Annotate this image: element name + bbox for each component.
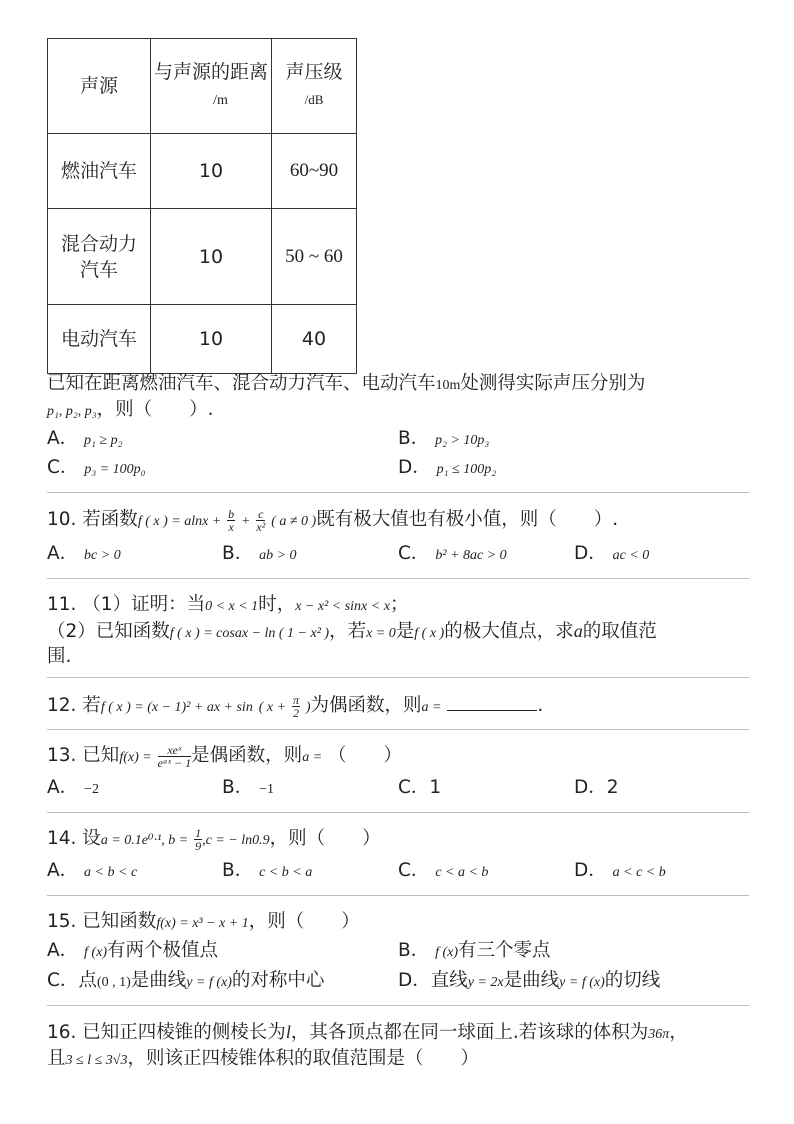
q13-math: a = — [302, 750, 323, 765]
option-label: D． — [398, 970, 431, 991]
option-label: D． — [574, 777, 607, 798]
option-label: A． — [47, 860, 79, 881]
table-row — [48, 209, 357, 305]
option-math: ab > 0 — [259, 548, 297, 563]
option-label: B． — [222, 777, 254, 798]
q14-option-a[interactable] — [47, 858, 137, 886]
q14-frac-1-over-9 — [194, 827, 202, 852]
q9-stem-math: p₁, p₂, p₃ — [47, 404, 97, 419]
option-math: p₁ ≥ p₂ — [84, 433, 123, 448]
q10-condition: ( a ≠ 0 ) — [271, 514, 317, 529]
header-source-text: 声源 — [79, 75, 118, 97]
option-math: −1 — [259, 782, 274, 797]
frac-denominator: eᵃˣ − 1 — [157, 755, 192, 770]
q13-text: （ ） — [328, 745, 403, 766]
cell-distance: 10 — [151, 209, 272, 305]
header-level-text: 声压级 — [285, 61, 343, 83]
cell-level: 40 — [272, 305, 357, 374]
q10-stem — [47, 507, 618, 535]
q11-text: 时， — [258, 594, 296, 615]
q16-math: l — [285, 1022, 291, 1042]
option-label: B． — [398, 940, 430, 961]
q12-stem — [47, 692, 543, 721]
q15-option-b[interactable] — [398, 938, 551, 966]
q16-text: ，则该正四棱锥体积的取值范围是（ ） — [127, 1048, 479, 1069]
table-header-row — [48, 39, 357, 134]
option-value: 2 — [606, 777, 619, 798]
option-math: ac < 0 — [612, 548, 650, 563]
option-math: p₃ = 100p₀ — [84, 462, 146, 477]
header-distance-text: 与声源的距离 — [153, 60, 268, 83]
q13-option-a[interactable] — [47, 775, 99, 803]
option-value: 1 — [429, 777, 442, 798]
option-math: f (x) — [435, 945, 459, 960]
option-label: B． — [398, 428, 430, 449]
table-row — [48, 305, 357, 374]
q9-stem-text-c: ，则（ ）. — [96, 399, 214, 420]
cell-source: 燃油汽车 — [48, 134, 151, 209]
q11-math: a — [573, 621, 583, 641]
q13-option-d[interactable] — [574, 775, 619, 801]
option-label: C． — [398, 777, 430, 798]
divider — [47, 1005, 749, 1006]
q12-text: 12. 若 — [47, 695, 101, 716]
option-label: D． — [398, 457, 431, 478]
option-text: 的对称中心 — [231, 970, 325, 991]
q10-option-d[interactable] — [574, 541, 649, 569]
cell-level: 50 ~ 60 — [272, 209, 357, 305]
frac-numerator: xeˣ — [158, 744, 192, 757]
frac-denominator: 2 — [292, 705, 299, 720]
q9-option-d[interactable] — [398, 455, 496, 483]
q10-option-c[interactable] — [398, 541, 507, 569]
q13-math: f(x) = — [119, 750, 152, 765]
q13-text: 13. 已知 — [47, 745, 120, 766]
q10-option-a[interactable] — [47, 541, 121, 569]
q9-stem-line2 — [47, 397, 214, 425]
option-label: A． — [47, 428, 79, 449]
q11-math: f ( x ) = cosax − ln ( 1 − x² ) — [169, 626, 330, 641]
cell-source-line2: 汽车 — [79, 258, 118, 281]
q15-option-c[interactable] — [47, 968, 324, 996]
q13-text: 是偶函数，则 — [191, 745, 303, 766]
cell-source-line1: 混合动力 — [60, 232, 137, 255]
q10-tail: 既有极大值也有极小值，则（ ）. — [316, 509, 619, 530]
option-math: b² + 8ac > 0 — [435, 548, 507, 563]
divider — [47, 492, 749, 493]
q11-text: （2）已知函数 — [47, 621, 170, 642]
q11-text: 的极大值点，求 — [444, 621, 574, 642]
q9-stem — [47, 371, 645, 399]
option-math: y = f (x) — [186, 975, 232, 990]
q9-option-b[interactable] — [398, 426, 489, 454]
option-text: 的切线 — [604, 970, 661, 991]
frac-numerator: b — [228, 506, 235, 521]
q11-text: 11. （1）证明：当 — [47, 594, 206, 615]
q14-text: 14. 设 — [47, 828, 101, 849]
q16-text: 且 — [47, 1048, 66, 1069]
q9-stem-text-b: 处测得实际声压分别为 — [460, 373, 646, 394]
q15-option-d[interactable] — [398, 968, 660, 996]
frac-numerator: π — [292, 692, 299, 707]
cell-source — [48, 209, 151, 305]
q10-math-head: f ( x ) = alnx + — [137, 514, 222, 529]
q16-text: ， — [669, 1022, 688, 1043]
q14-text: ，则（ ） — [269, 828, 381, 849]
q16-text: 16. 已知正四棱锥的侧棱长为 — [47, 1022, 286, 1043]
option-math: y = 2x — [467, 975, 504, 990]
q11-math: 0 < x < 1 — [205, 599, 259, 614]
q11-text: 围. — [47, 646, 72, 667]
option-label: C． — [47, 457, 79, 478]
q11-math: x = 0 — [366, 626, 396, 641]
header-source — [48, 39, 151, 134]
q11-line2 — [47, 618, 657, 647]
q13-frac — [158, 744, 192, 769]
divider — [47, 895, 749, 896]
q13-option-b[interactable] — [222, 775, 274, 803]
q15-math: f(x) = x³ − x + 1 — [156, 916, 249, 931]
option-text: 直线 — [430, 970, 468, 991]
option-math: p₂ > 10p₃ — [435, 433, 490, 448]
header-distance-unit: /m — [213, 92, 228, 108]
option-math: a < b < c — [84, 865, 138, 880]
option-math: a < c < b — [612, 865, 666, 880]
divider — [47, 812, 749, 813]
q14-math: a = 0.1e⁰·¹, b = — [100, 833, 189, 848]
table-row — [48, 134, 357, 209]
option-text: 有两个极值点 — [106, 940, 218, 961]
q9-stem-text-a: 已知在距离燃油汽车、混合动力汽车、电动汽车 — [47, 373, 436, 394]
option-math: bc > 0 — [84, 548, 121, 563]
option-math: p₁ ≤ 100p₂ — [436, 462, 497, 477]
option-label: A． — [47, 940, 79, 961]
option-math: (0 , 1) — [96, 975, 131, 990]
option-text: 是曲线 — [503, 970, 560, 991]
q16-text: ，其各顶点都在同一球面上.若该球的体积为 — [290, 1022, 649, 1043]
sound-source-table — [47, 38, 357, 374]
q14-math: ,c = − ln0.9 — [202, 833, 270, 848]
option-text: 有三个零点 — [458, 940, 551, 961]
q15-stem — [47, 909, 360, 937]
answer-blank[interactable] — [447, 692, 537, 711]
divider — [47, 729, 749, 730]
q11-text: 是 — [395, 621, 415, 642]
q12-math: ) — [305, 700, 311, 715]
q10-num: 10. 若函数 — [47, 509, 138, 530]
q10-frac-b-over-x — [227, 508, 235, 533]
option-label: C． — [398, 860, 430, 881]
q11-line3 — [47, 644, 71, 670]
option-label: C． — [398, 543, 430, 564]
q14-stem — [47, 826, 381, 854]
q16-line2 — [47, 1046, 479, 1074]
q16-line1 — [47, 1019, 688, 1048]
q12-text: 为偶函数，则 — [310, 695, 422, 716]
option-label: B． — [222, 543, 254, 564]
frac-denominator: x² — [256, 519, 266, 534]
q11-math: f ( x ) — [414, 626, 445, 641]
q14-option-c[interactable] — [398, 858, 488, 886]
option-math: c < a < b — [435, 865, 489, 880]
frac-numerator: 1 — [195, 825, 202, 840]
q15-option-a[interactable] — [47, 938, 218, 966]
q14-option-b[interactable] — [222, 858, 312, 886]
option-math: −2 — [84, 782, 99, 797]
q10-frac-c-over-x2 — [256, 508, 265, 533]
cell-distance: 10 — [151, 305, 272, 374]
q11-math: x − x² < sinx < x — [295, 599, 390, 614]
option-label: A． — [47, 777, 79, 798]
q12-text: . — [537, 695, 544, 716]
divider — [47, 677, 749, 678]
cell-level: 60~90 — [272, 134, 357, 209]
header-level-unit: /dB — [304, 92, 324, 107]
q15-text: 15. 已知函数 — [47, 911, 157, 932]
option-label: A． — [47, 543, 79, 564]
q11-text: 的取值范 — [582, 621, 657, 642]
option-math: y = f (x) — [559, 975, 605, 990]
q13-stem — [47, 743, 402, 771]
option-math: f (x) — [84, 945, 107, 960]
option-label: D． — [574, 543, 607, 564]
header-distance — [151, 39, 272, 134]
option-label: C． — [47, 970, 79, 991]
q12-math: ( x + — [258, 700, 287, 715]
option-label: D． — [574, 860, 607, 881]
q15-text: ，则（ ） — [248, 911, 360, 932]
header-level — [272, 39, 357, 134]
cell-source: 电动汽车 — [48, 305, 151, 374]
q14-option-d[interactable] — [574, 858, 666, 886]
q11-line1 — [47, 592, 408, 620]
q13-option-c[interactable] — [398, 775, 441, 801]
frac-denominator: 9 — [195, 838, 202, 853]
q9-option-c[interactable] — [47, 455, 146, 483]
q9-stem-unit: 10m — [435, 378, 461, 393]
q10-plus: + — [241, 514, 251, 529]
option-label: B． — [222, 860, 254, 881]
q12-frac-pi-over-2 — [292, 694, 300, 719]
q11-text: ； — [389, 594, 409, 615]
q12-math: f ( x ) = (x − 1)² + ax + sin — [100, 700, 253, 715]
q10-option-b[interactable] — [222, 541, 297, 569]
q12-math: a = — [421, 700, 442, 715]
cell-distance: 10 — [151, 134, 272, 209]
divider — [47, 578, 749, 579]
q9-option-a[interactable] — [47, 426, 122, 454]
q16-math: 3 ≤ l ≤ 3√3 — [65, 1053, 128, 1068]
option-text: 是曲线 — [130, 970, 187, 991]
q16-math: 36π — [648, 1027, 670, 1042]
q11-text: ，若 — [329, 621, 367, 642]
option-math: c < b < a — [259, 865, 313, 880]
frac-numerator: c — [258, 506, 264, 521]
frac-denominator: x — [228, 519, 234, 534]
option-text: 点 — [78, 970, 97, 991]
